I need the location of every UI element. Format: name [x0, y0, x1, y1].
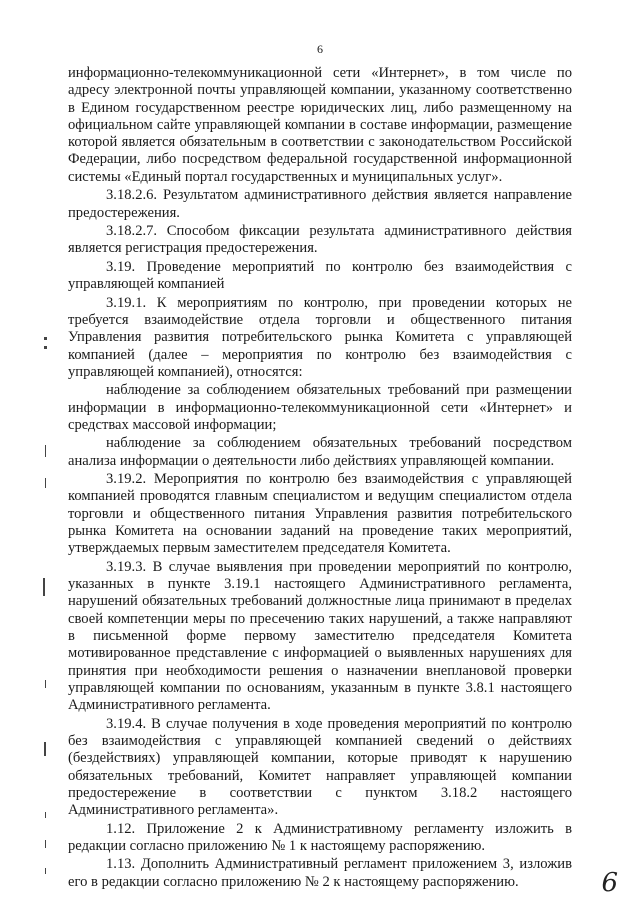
scan-mark: [44, 337, 47, 340]
paragraph: 3.18.2.7. Способом фиксации результата административного действия является регистрация предостережения.: [68, 223, 572, 257]
scan-mark: [45, 445, 46, 457]
scan-mark: [45, 840, 46, 848]
scan-mark: [45, 868, 46, 874]
paragraph: информационно-телекоммуникационной сети «Интернет», в том числе по адресу электронной почты управляющей компании, указанному соответственно в Едином государственном реестре юридических лиц, либо размещенному на официальном сайте управляющей компании в составе информации, размещение которой является обязательным в соответствии с законодательством Российской Федерации, либо посредством федеральной государственной информационной системы «Единый портал государственных и муниципальных услуг».: [68, 65, 572, 185]
scan-mark: [45, 812, 46, 818]
scan-mark: [45, 680, 46, 688]
document-body: [68, 65, 572, 892]
paragraph: 1.12. Приложение 2 к Административному регламенту изложить в редакции согласно приложению № 1 к настоящему распоряжению.: [68, 820, 572, 854]
scan-mark: [44, 346, 47, 349]
paragraph: наблюдение за соблюдением обязательных требований при размещении информации в информационно-телекоммуникационной сети «Интернет» и средствах массовой информации;: [68, 382, 572, 433]
paragraph: 3.19. Проведение мероприятий по контролю без взаимодействия с управляющей компанией: [68, 258, 572, 293]
scan-mark: [45, 478, 46, 488]
paragraph: 3.19.1. К мероприятиям по контролю, при проведении которых не требуется взаимодействие отдела торговли и общественного питания Управления развития потребительского рынка Комитета с управляющей компанией (далее – мероприятия по контролю без взаимодействия с управляющей компанией), относятся:: [68, 294, 572, 380]
paragraph: наблюдение за соблюдением обязательных требований посредством анализа информации о деятельности либо действиях управляющей компании.: [68, 435, 572, 469]
paragraph: 3.19.2. Мероприятия по контролю без взаимодействия с управляющей компанией проводятся главным специалистом и ведущим специалистом отдела торговли и общественного питания Управления развития потребительского рынка Комитета на основании заданий на проведение таких мероприятий, утверждаемых первым заместителем председателя Комитета.: [68, 471, 572, 557]
scan-mark: [44, 742, 46, 756]
paragraph: 3.19.4. В случае получения в ходе проведения мероприятий по контролю без взаимодействия с управляющей компанией сведений о действиях (бездействиях) управляющей компании, которые приводят к нарушению обязательных требований, Комитет направляет управляющей компании предостережение в соответствии с пунктом 3.18.2 настоящего Административного регламента».: [68, 715, 572, 819]
scan-mark: [43, 578, 45, 596]
page-number: 6: [317, 42, 323, 56]
paragraph: 3.18.2.6. Результатом административного действия является направление предостережения.: [68, 187, 572, 221]
paragraph: 3.19.3. В случае выявления при проведении мероприятий по контролю, указанных в пункте 3.19.1 настоящего Административного регламента, нарушений обязательных требований должностные лица принимают в пределах своей компетенции меры по пресечению таких нарушений, а также направляют в письменной форме первому заместителю председателя Комитета мотивированное представление с информацией о выявленных нарушениях для принятия при необходимости решения о назначении внеплановой проверки управляющей компании по основаниям, указанным в пункте 3.8.1 настоящего Административного регламента.: [68, 558, 572, 714]
handwritten-page-mark: 6: [601, 868, 618, 898]
paragraph: 1.13. Дополнить Административный регламент приложением 3, изложив его в редакции согласно приложению № 2 к настоящему распоряжению.: [68, 856, 572, 890]
